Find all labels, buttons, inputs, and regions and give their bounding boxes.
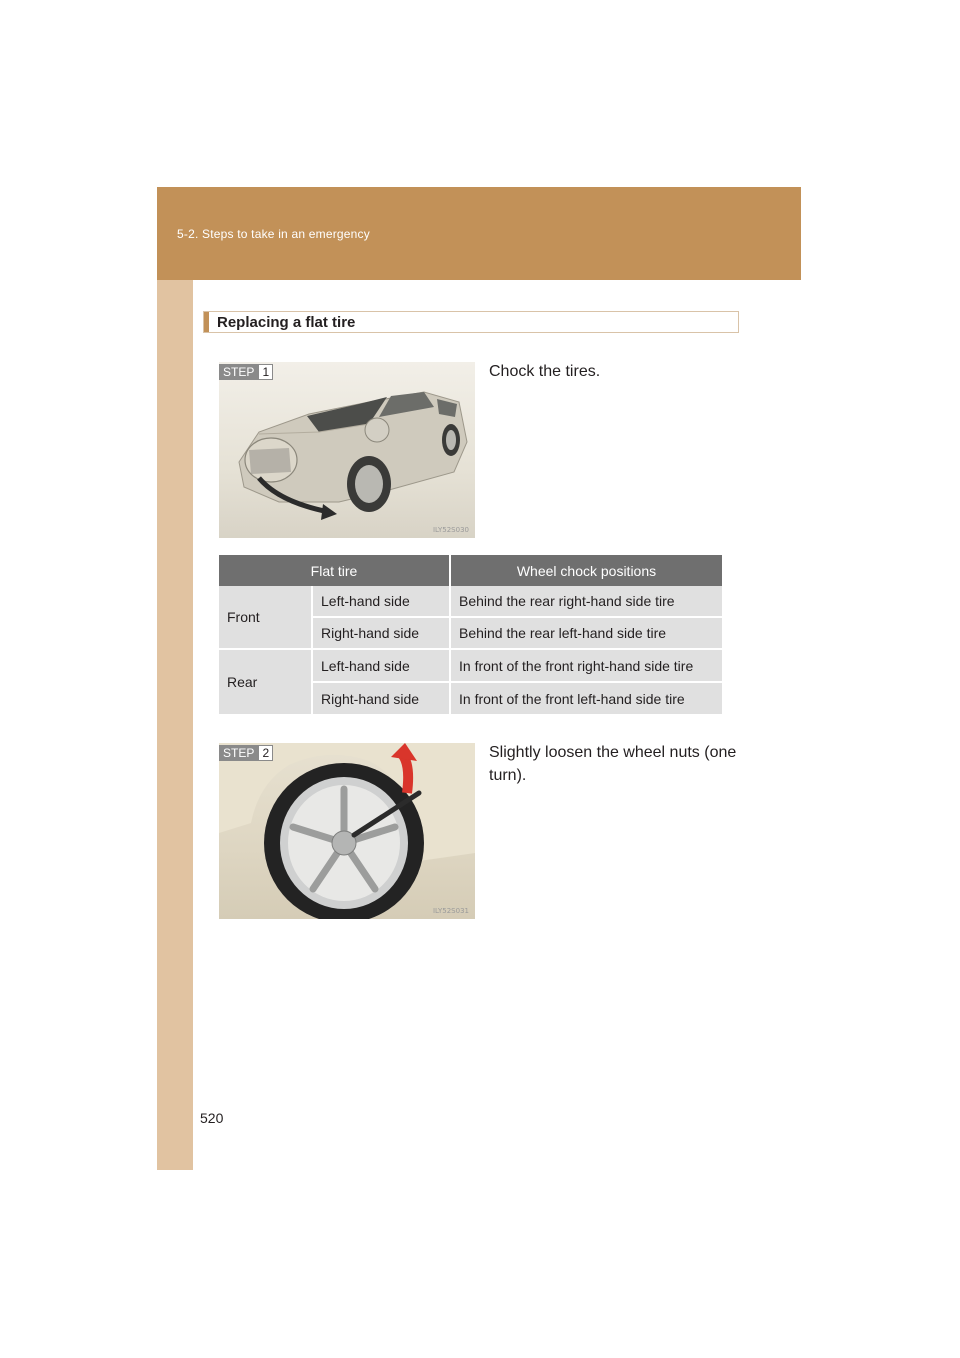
- position-front: Front: [219, 586, 311, 650]
- table-row: [219, 586, 722, 618]
- side-band: [157, 187, 193, 1170]
- side-cell: Left-hand side: [311, 586, 449, 618]
- side-cell: Right-hand side: [311, 683, 449, 716]
- step1-figure: [219, 362, 475, 538]
- figure-code: ILY52S030: [432, 526, 469, 534]
- chock-cell: In front of the front right-hand side tire: [449, 650, 722, 683]
- heading-title: Replacing a flat tire: [217, 314, 356, 331]
- step-word: STEP: [219, 745, 258, 761]
- step-number: 1: [258, 364, 273, 380]
- step2-figure: [219, 743, 475, 919]
- step2-text: Slightly loosen the wheel nuts (one turn).: [489, 744, 737, 784]
- heading-accent-bar: [204, 312, 209, 332]
- section-title: 5-2. Steps to take in an emergency: [177, 227, 370, 241]
- position-rear: Rear: [219, 650, 311, 716]
- car-with-chock-arrow-icon: [219, 362, 475, 538]
- step1-badge: [219, 364, 273, 380]
- wheel-with-wrench-icon: [219, 743, 475, 919]
- table-row: [219, 650, 722, 683]
- section-heading: [203, 311, 739, 333]
- col-header-flat-tire: Flat tire: [219, 555, 449, 586]
- col-header-chock-positions: Wheel chock positions: [449, 555, 722, 586]
- step2-badge: [219, 745, 273, 761]
- page-number: 520: [200, 1110, 224, 1126]
- side-cell: Left-hand side: [311, 650, 449, 683]
- side-cell: Right-hand side: [311, 618, 449, 650]
- step1-text: Chock the tires.: [489, 363, 601, 380]
- step-number: 2: [258, 745, 273, 761]
- chock-cell: Behind the rear right-hand side tire: [449, 586, 722, 618]
- step-word: STEP: [219, 364, 258, 380]
- chock-cell: Behind the rear left-hand side tire: [449, 618, 722, 650]
- figure-code: ILY52S031: [432, 907, 469, 915]
- chock-cell: In front of the front left-hand side tire: [449, 683, 722, 716]
- wheel-chock-table: [219, 555, 722, 716]
